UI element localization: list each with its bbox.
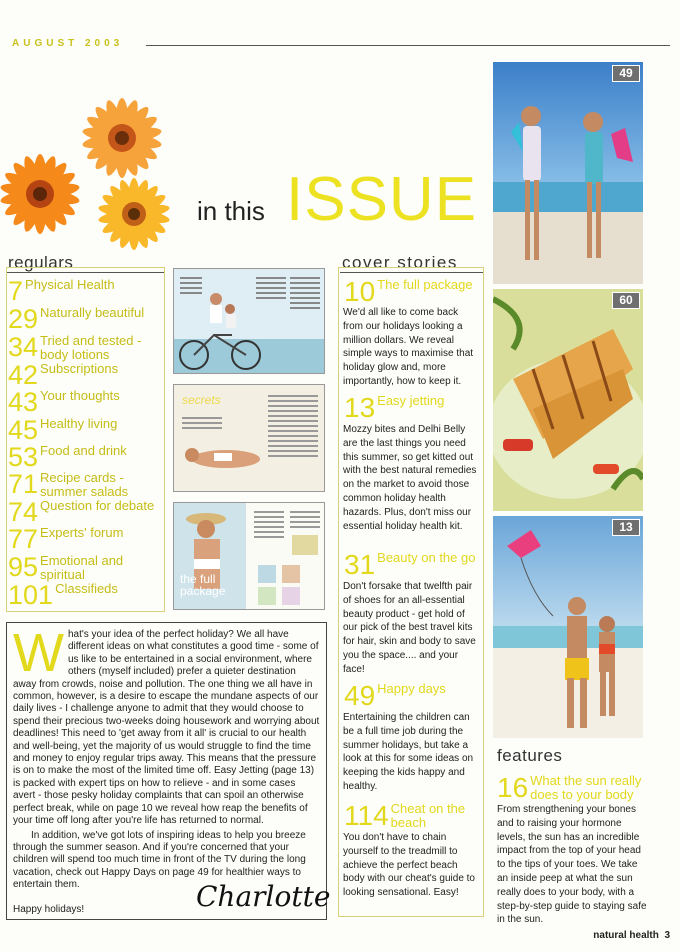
- regular-label: Tried and tested - body lotions: [40, 333, 142, 362]
- header-rule: [146, 45, 670, 46]
- title-prefix: in this: [197, 196, 265, 226]
- regular-page-number: 71: [8, 469, 39, 499]
- photo-page-badge: 60: [612, 292, 640, 309]
- feature-page-number: 16: [497, 772, 529, 803]
- page-number: 3: [664, 930, 670, 941]
- regular-label: Experts' forum: [40, 525, 124, 540]
- cover-story-title: Cheat on the beach: [390, 801, 466, 830]
- regular-item[interactable]: [8, 334, 150, 362]
- cover-story-body: You don't have to chain yourself to the treadmill to achieve the perfect beach body with our cheat's guide to looking sensational. Easy!: [343, 832, 475, 899]
- cover-stories-heading: cover stories: [342, 253, 458, 272]
- cover-story-body: Entertaining the children can be a full time job during the summer holidays, but take a look at this for some ideas on keeping the kids happy and healthy.: [343, 712, 474, 792]
- regular-page-number: 42: [8, 360, 39, 390]
- regular-item[interactable]: [8, 499, 154, 525]
- regular-page-number: 77: [8, 524, 39, 554]
- title-issue: ISSUE: [286, 165, 478, 234]
- cover-story-title: Happy days: [377, 681, 446, 696]
- letter-signoff: Happy holidays!: [13, 903, 85, 915]
- cover-story-heading[interactable]: [344, 551, 475, 579]
- regulars-heading: regulars: [8, 253, 74, 272]
- page-footer: [593, 930, 670, 941]
- magazine-name: natural health: [593, 930, 659, 941]
- editor-letter: [6, 622, 327, 920]
- regular-label: Recipe cards - summer salads: [40, 470, 129, 499]
- photo-beach-girls[interactable]: [493, 62, 643, 284]
- cover-story-title: The full package: [377, 277, 473, 292]
- regular-page-number: 7: [8, 276, 24, 306]
- grilled-fish-image: [493, 289, 643, 511]
- issue-date: AUGUST 2003: [12, 38, 124, 49]
- cover-story-body: Mozzy bites and Delhi Belly are the last things you need this summer, so get kitted out with the best natural remedies on the market to avoid those common holiday health hazards. Plus, don't miss our essential holiday health kit.: [343, 424, 477, 532]
- regular-label: Healthy living: [40, 416, 118, 431]
- regular-label: Classifieds: [55, 581, 118, 596]
- regular-item[interactable]: [8, 554, 140, 582]
- cover-story-title: Beauty on the go: [377, 550, 476, 565]
- cover-story-heading[interactable]: [344, 394, 444, 422]
- regular-page-number: 101: [8, 580, 54, 610]
- gerbera-flowers-image: [0, 90, 175, 260]
- regular-page-number: 34: [8, 332, 39, 362]
- regular-page-number: 95: [8, 552, 39, 582]
- regular-item[interactable]: [8, 278, 115, 304]
- regular-page-number: 29: [8, 304, 39, 334]
- regular-item[interactable]: [8, 389, 120, 415]
- regular-label: Your thoughts: [40, 388, 120, 403]
- letter-dropcap: W: [13, 623, 64, 683]
- beach-girls-image: [493, 62, 643, 284]
- regular-label: Emotional and spiritual: [40, 553, 124, 582]
- regular-label: Subscriptions: [40, 361, 119, 376]
- regular-page-number: 45: [8, 415, 39, 445]
- spread-caption: the full package: [180, 572, 226, 598]
- spread-thumbnail-cycling[interactable]: [173, 268, 325, 374]
- cover-story-body: Don't forsake that twelfth pair of shoes for an all-essential beauty product - get hold of our pick of the best travel kits for hair, skin and body to save you the space.... and your face!: [343, 581, 476, 675]
- regular-label: Naturally beautiful: [40, 305, 145, 320]
- regular-page-number: 74: [8, 497, 39, 527]
- regular-item[interactable]: [8, 417, 117, 443]
- regular-item[interactable]: [8, 306, 144, 332]
- feature-title: What the sun really does to your body: [530, 773, 642, 802]
- regular-label: Physical Health: [25, 277, 115, 292]
- cover-story-page-number: 13: [344, 392, 376, 423]
- regular-item[interactable]: [8, 582, 118, 608]
- beach-couple-image: [493, 516, 643, 738]
- editor-signature: Charlotte: [196, 880, 331, 913]
- regular-item[interactable]: [8, 471, 150, 499]
- cover-story-page-number: 114: [344, 800, 389, 831]
- regular-page-number: 53: [8, 442, 39, 472]
- regular-label: Food and drink: [40, 443, 127, 458]
- cover-story-heading[interactable]: [344, 802, 487, 830]
- letter-paragraph-1: hat's your idea of the perfect holiday? We all have different ideas on what constitutes a good time - some of us like to be entertained in a social environment, where others (myself included) prefer a quieter destination away from crowds, noise and pollution. The one thing we all have in common, however, is a desire to escape the mundane aspects of our daily lives - I challenge anyone to admit that they would choose to spend their precious two-weeks doing housework and worrying about deadlines! This need to 'get away from it all' is crucial to our health and well-being, yet the majority of us would struggle to find the time and money to enjoy regular trips away. This means that the pressure is on to make the most of the limited time off. Easy Jetting (page 13) is packed with expert tips on how to relieve - and in some cases avert - those pesky holiday complaints that can spoil an otherwise perfect break, while on page 10 we reveal how reap the benefits of your time off long after you're life has returned to normal.: [13, 629, 320, 827]
- cover-story-heading[interactable]: [344, 278, 473, 306]
- photo-beach-couple[interactable]: [493, 516, 643, 738]
- regular-item[interactable]: [8, 526, 123, 552]
- photo-page-badge: 13: [612, 519, 640, 536]
- features-heading: features: [497, 746, 563, 765]
- feature-body: From strengthening your bones and to raising your hormone levels, the sun has an incredible impact from the top of your head to the tips of your toes. We take an inside peep at what the sun really does to your body, with a step-by-step guide to staying safe in the sun.: [497, 804, 647, 926]
- cover-story-title: Easy jetting: [377, 393, 445, 408]
- letter-paragraph-2: In addition, we've got lots of inspiring ideas to help you breeze through the summer season. And if you're concerned that your children will spend too much time in front of the TV during the long vacation, check out Happy Days on page 49 for healthier ways to entertain them.: [13, 829, 306, 891]
- feature-heading[interactable]: [497, 774, 648, 802]
- photo-grilled-fish[interactable]: [493, 289, 643, 511]
- cover-story-body: We'd all like to come back from our holidays looking a million dollars. We reveal simple ways to maximise that holiday glow and, more importantly, how to keep it.: [343, 307, 474, 387]
- cover-story-page-number: 10: [344, 276, 376, 307]
- cover-story-heading[interactable]: [344, 682, 446, 710]
- regular-item[interactable]: [8, 362, 118, 388]
- regular-label: Question for debate: [40, 498, 155, 513]
- cover-story-page-number: 31: [344, 549, 376, 580]
- spread-cycling-image: [174, 269, 325, 374]
- spread-thumbnail-secrets[interactable]: [173, 384, 325, 492]
- spread-thumbnail-full-package[interactable]: [173, 502, 325, 610]
- photo-page-badge: 49: [612, 65, 640, 82]
- spread-caption: secrets: [182, 393, 221, 407]
- regular-item[interactable]: [8, 444, 127, 470]
- regular-page-number: 43: [8, 387, 39, 417]
- cover-story-page-number: 49: [344, 680, 376, 711]
